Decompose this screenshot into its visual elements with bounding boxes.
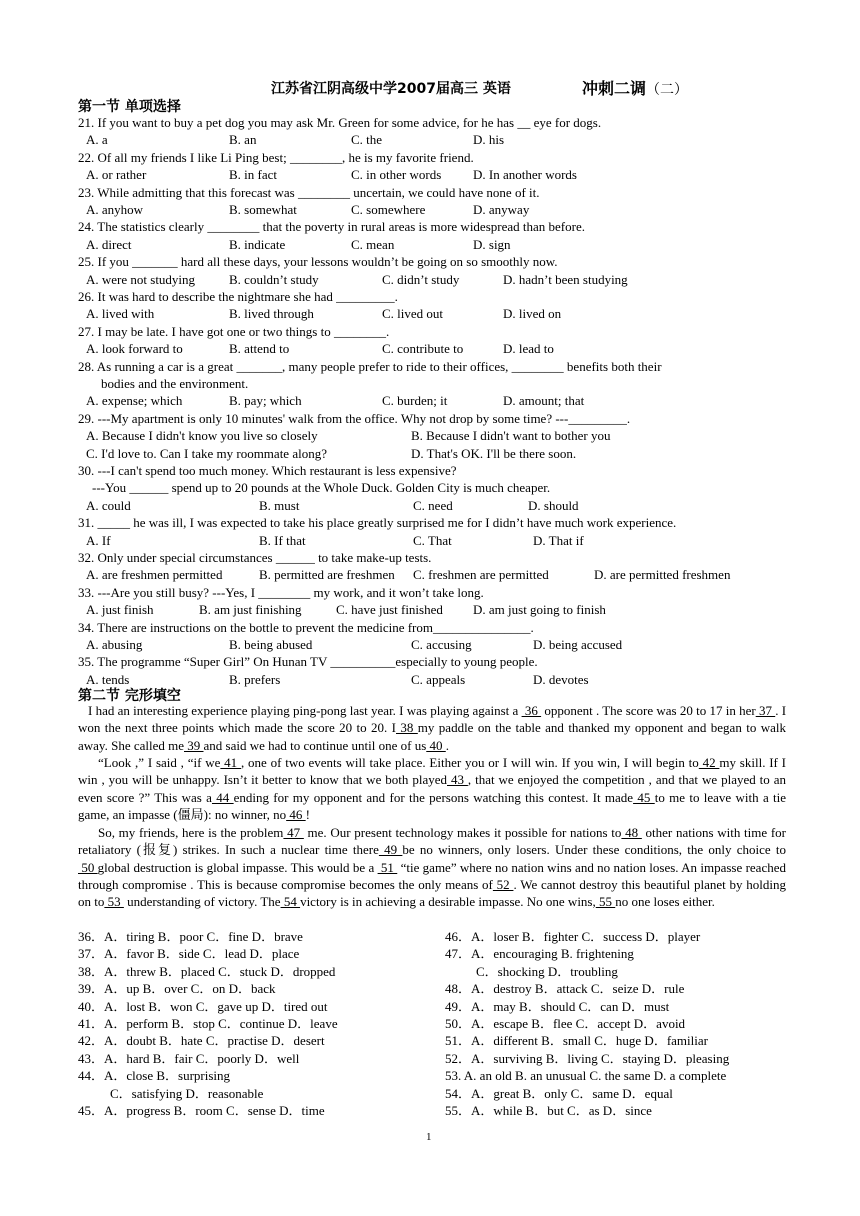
option-c[interactable]: C. somewhere — [351, 202, 426, 217]
cloze-option-row: 47．A．encouraging B. frightening — [445, 946, 634, 962]
option-a[interactable]: A. were not studying — [86, 271, 196, 287]
question-stem: 27. I may be late. I have got one or two things to ________. — [78, 323, 390, 339]
question-stem: 23. While admitting that this forecast was ________ uncertain, we could have none of it. — [78, 184, 540, 200]
option-c[interactable]: C. accusing — [411, 637, 472, 652]
option-a[interactable]: A. lived with — [86, 306, 155, 322]
question-stem: 29. ---My apartment is only 10 minutes' walk from the office. Why not drop by some time? ---_________. — [78, 410, 631, 426]
option-b[interactable]: B. pay; which — [229, 393, 302, 409]
option-c[interactable]: C. That — [413, 532, 452, 548]
cloze-blank[interactable]: 40 — [426, 737, 446, 753]
cloze-blank[interactable]: 53 — [104, 894, 124, 910]
cloze-blank[interactable]: 39 — [184, 737, 204, 753]
cloze-paragraph: “Look ,” I said , “if we 41 , one of two events will take place. Either you or I will win. If you win, I will begin to 42 my skill. If I win , you will be unhappy. Isn’t it better to know that we both played 43 , that we enjoyed the competition , and that we played to an even score ?” This was a 44 ending for my opponent and for the persons watching this contest. It made 45 to me to leave with a tie game, an impasse (僵局): no winner, no 46 ! — [78, 755, 787, 822]
cloze-blank[interactable]: 54 — [280, 894, 301, 910]
option-b[interactable]: B. indicate — [229, 236, 286, 252]
option-d[interactable]: D. being accused — [533, 637, 623, 652]
option-a[interactable]: A. look forward to — [86, 341, 183, 357]
cloze-option-row: 43．A．hard B．fair C．poorly D．well — [78, 1050, 300, 1066]
question-stem: 26. It was hard to describe the nightmare she had _________. — [78, 289, 398, 304]
header — [0, 76, 860, 98]
option-d[interactable]: D. In another words — [473, 167, 577, 183]
title-main: 冲刺二调 — [582, 79, 647, 98]
question-stem: 24. The statistics clearly ________ that the poverty in rural areas is more widespread than before. — [78, 219, 585, 235]
option-c[interactable]: C. contribute to — [382, 341, 464, 357]
option-d[interactable]: D. lived on — [503, 306, 562, 322]
option-d[interactable]: D. are permitted freshmen — [594, 567, 731, 583]
question-stem-continued: bodies and the environment. — [101, 376, 249, 391]
cloze-option-row: 39．A．up B．over C．on D．back — [78, 981, 276, 997]
cloze-option-row: 41．A．perform B．stop C．continue D．leave — [78, 1016, 338, 1031]
option-d[interactable]: D. his — [473, 132, 505, 148]
cloze-option-row: C．satisfying D．reasonable — [110, 1085, 264, 1101]
cloze-blank[interactable]: 46 — [286, 806, 306, 822]
option-c[interactable]: C. lived out — [382, 306, 444, 322]
option-c[interactable]: C. I'd love to. Can I take my roommate along? — [86, 445, 327, 461]
option-b[interactable]: B. am just finishing — [199, 602, 302, 618]
cloze-blank[interactable]: 36 — [521, 703, 542, 718]
option-c[interactable]: C. have just finished — [336, 602, 443, 618]
option-b[interactable]: B. somewhat — [229, 202, 297, 217]
cloze-blank[interactable]: 44 — [211, 789, 234, 805]
question-stem: 25. If you _______ hard all these days, your lessons wouldn’t be going on so smoothly now. — [78, 254, 558, 270]
question-stem: 35. The programme “Super Girl” On Hunan TV __________especially to young people. — [78, 654, 538, 670]
option-a[interactable]: A. or rather — [86, 167, 147, 183]
cloze-option-row: 48．A．destroy B．attack C．seize D．rule — [445, 981, 685, 997]
cloze-option-row: 51．A．different B．small C．huge D．familiar — [445, 1033, 708, 1049]
cloze-blank[interactable]: 47 — [283, 825, 304, 840]
option-d[interactable]: D. should — [528, 497, 579, 513]
cloze-blank[interactable]: 49 — [378, 842, 403, 858]
page-title-emphasis — [582, 76, 688, 99]
option-b[interactable]: B. in fact — [229, 167, 278, 183]
title-sub: （二） — [646, 82, 689, 98]
cloze-option-row: 52．A．surviving B．living C．staying D．pleasing — [445, 1050, 730, 1066]
cloze-option-row: 49．A．may B．should C．can D．must — [445, 998, 670, 1014]
question-stem-continued: ---You ______ spend up to 20 pounds at the Whole Duck. Golden City is much cheaper. — [92, 480, 551, 496]
option-b[interactable]: B. being abused — [229, 637, 313, 652]
option-c[interactable]: C. burden; it — [382, 393, 448, 409]
section-1-title: 第一节 单项选择 — [78, 99, 181, 115]
option-a[interactable]: A. Because I didn't know you live so closely — [86, 428, 318, 444]
option-d[interactable]: D. That's OK. I'll be there soon. — [411, 445, 577, 461]
option-b[interactable]: B. attend to — [229, 341, 290, 357]
cloze-blank[interactable]: 38 — [396, 720, 418, 736]
cloze-option-row: 42．A．doubt B．hate C．practise D．desert — [78, 1033, 325, 1049]
cloze-blank[interactable]: 48 — [621, 825, 642, 840]
option-c[interactable]: C. mean — [351, 236, 395, 252]
option-c[interactable]: C. the — [351, 132, 383, 148]
question-stem: 30. ---I can't spend too much money. Which restaurant is less expensive? — [78, 463, 457, 478]
option-b[interactable]: B. an — [229, 132, 257, 148]
option-d[interactable]: D. devotes — [533, 671, 589, 687]
question-stem: 31. _____ he was ill, I was expected to take his place greatly surprised me for I didn’t have much work experience. — [78, 515, 677, 531]
cloze-blank[interactable]: 45 — [633, 789, 655, 805]
page-number: 1 — [426, 1131, 432, 1143]
cloze-blank[interactable]: 52 — [492, 876, 514, 892]
option-b[interactable]: B. If that — [259, 532, 306, 548]
cloze-blank[interactable]: 55 — [595, 894, 616, 910]
option-a[interactable]: A. could — [86, 497, 131, 513]
cloze-paragraph: So, my friends, here is the problem 47 me. Our present technology makes it possible for nations to 48 other nations with time for retaliatory (报复) strikes. In such a nuclear time there 49 be no winners, only losers. Under these conditions, the only choice to 50 global destruction is global impasse. This would be a 51 “tie game” where no nation wins and no nation loses. An impasse reached through compromise . This is because compromise becomes the only means of 52 . We cannot destroy this beautiful planet by holding on to 53 understanding of victory. The 54 victory is in achieving a desirable impasse. No one wins, 55 no one loses either. — [78, 825, 787, 910]
option-a[interactable]: A. just finish — [86, 602, 154, 618]
option-a[interactable]: A. a — [86, 132, 108, 148]
question-stem: 28. As running a car is a great _______, many people prefer to ride to their offices, ________ benefits both their — [78, 358, 662, 374]
cloze-option-row: 36．A．tiring B．poor C．fine D．brave — [78, 929, 303, 944]
cloze-option-row: 46．A．loser B．fighter C．success D．player — [445, 929, 701, 944]
cloze-option-row: 44．A．close B．surprising — [78, 1068, 231, 1084]
option-b[interactable]: B. prefers — [229, 671, 281, 687]
question-stem: 21. If you want to buy a pet dog you may ask Mr. Green for some advice, for he has __ eye for dogs. — [78, 115, 602, 130]
cloze-blank[interactable]: 43 — [447, 772, 468, 788]
cloze-blank[interactable]: 42 — [698, 755, 720, 770]
option-b[interactable]: B. permitted are freshmen — [259, 567, 395, 583]
question-stem: 32. Only under special circumstances ______ to take make-up tests. — [78, 550, 432, 565]
question-stem: 33. ---Are you still busy? ---Yes, I ________ my work, and it won’t take long. — [78, 584, 484, 600]
option-c[interactable]: C. in other words — [351, 167, 442, 183]
cloze-option-row: 50．A．escape B．flee C．accept D．avoid — [445, 1016, 686, 1031]
option-a[interactable]: A. expense; which — [86, 393, 183, 409]
cloze-option-row: 55．A．while B．but C．as D．since — [445, 1103, 652, 1118]
option-d[interactable]: D. lead to — [503, 341, 554, 357]
cloze-option-row: 40．A．lost B．won C．gave up D．tired out — [78, 998, 328, 1014]
section-2-title: 第二节 完形填空 — [78, 688, 181, 704]
option-c[interactable]: C. appeals — [411, 671, 466, 687]
option-a[interactable]: A. anyhow — [86, 202, 144, 217]
option-b[interactable]: B. lived through — [229, 306, 314, 322]
cloze-blank[interactable]: 41 — [220, 755, 241, 770]
option-d[interactable]: D. amount; that — [503, 393, 585, 409]
option-b[interactable]: B. Because I didn't want to bother you — [411, 428, 611, 444]
option-d[interactable]: D. sign — [473, 236, 511, 252]
option-c[interactable]: C. didn’t study — [382, 271, 460, 287]
page-title: 江苏省江阴高级中学2007届高三 英语 — [271, 81, 511, 97]
option-a[interactable]: A. direct — [86, 236, 132, 252]
question-stem: 34. There are instructions on the bottle to prevent the medicine from_______________. — [78, 619, 534, 635]
option-a[interactable]: A. abusing — [86, 637, 143, 652]
option-d[interactable]: D. am just going to finish — [473, 602, 606, 618]
cloze-blank[interactable]: 50 — [78, 859, 98, 875]
cloze-option-row: 45．A．progress B．room C．sense D．time — [78, 1103, 325, 1118]
cloze-option-row: 54．A．great B．only C．same D．equal — [445, 1085, 673, 1101]
cloze-option-row: 53. A. an old B. an unusual C. the same D. a complete — [445, 1068, 727, 1084]
cloze-paragraph: I had an interesting experience playing ping-pong last year. I was playing against a 36 opponent . The score was 20 to 17 in her 37 . I won the next three points which made the score 20 to 20. I 38 my paddle on the table and thanked my opponent and began to walk away. She called me 39 and said we had to continue until one of us 40 . — [78, 703, 787, 753]
question-stem: 22. Of all my friends I like Li Ping best; ________, he is my favorite friend. — [78, 149, 474, 165]
option-a[interactable]: A. are freshmen permitted — [86, 567, 223, 583]
option-b[interactable]: B. must — [259, 497, 300, 513]
option-c[interactable]: C. need — [413, 497, 453, 513]
option-c[interactable]: C. freshmen are permitted — [413, 567, 549, 583]
cloze-blank[interactable]: 37 — [755, 703, 776, 718]
option-b[interactable]: B. couldn’t study — [229, 271, 319, 287]
cloze-option-row: 38．A．threw B．placed C．stuck D．dropped — [78, 963, 336, 979]
option-d[interactable]: D. anyway — [473, 202, 530, 217]
option-d[interactable]: D. That if — [533, 532, 584, 548]
cloze-blank[interactable]: 51 — [377, 859, 398, 875]
option-d[interactable]: D. hadn’t been studying — [503, 271, 628, 287]
option-a[interactable]: A. tends — [86, 671, 130, 687]
cloze-option-row: 37．A．favor B．side C．lead D．place — [78, 946, 300, 962]
cloze-option-row: C．shocking D．troubling — [476, 963, 618, 979]
option-a[interactable]: A. If — [86, 532, 111, 548]
